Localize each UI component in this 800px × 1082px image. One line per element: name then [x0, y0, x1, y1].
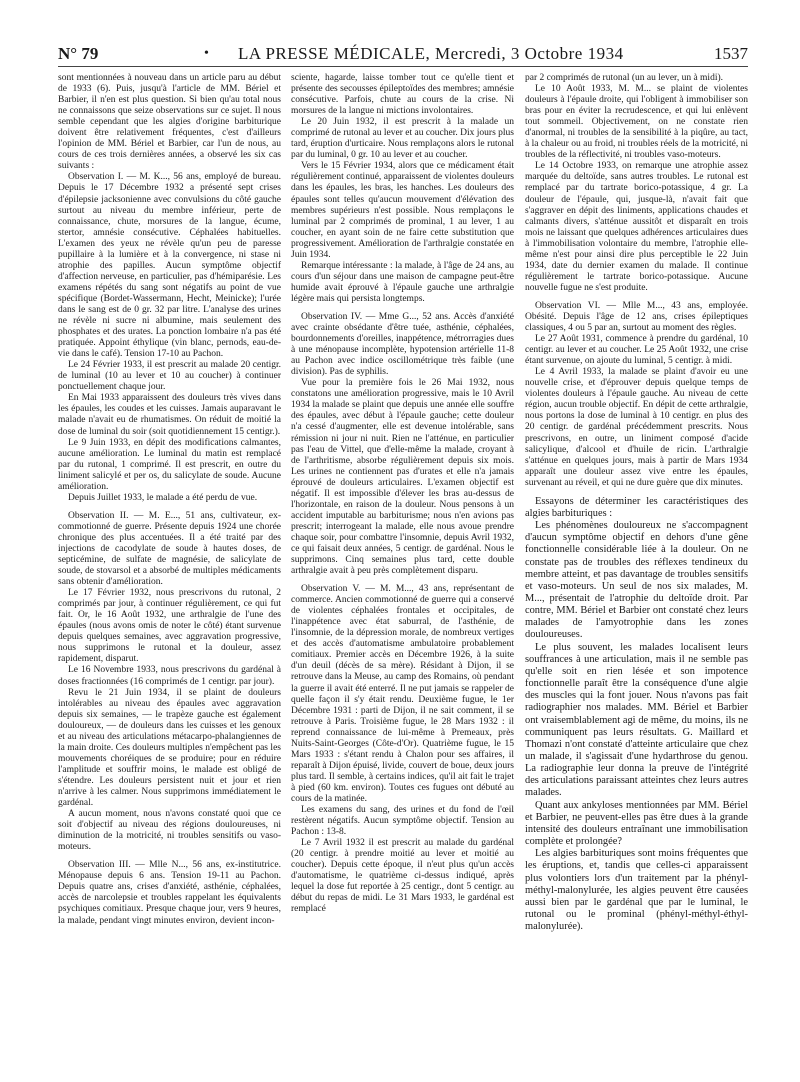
- journal-title: LA PRESSE MÉDICALE, Mercredi, 3 Octobre 1934: [238, 44, 624, 63]
- paragraph: Observation V. — M. M..., 43 ans, représentant de commerce. Ancien commotionné de guerre qui a conservé de violentes céphalées frontales et occipitales, de l'inappétence avec état saburral, de l'asthénie, de l'insomnie, de la dépression morale, de nombreux vertiges et des accès d'automatisme ambulatoire probablement comitiaux. Premier accès en Décembre 1926, à la suite d'un deuil (décès de sa mère). Résidant à Dijon, il se retrouve dans la Meuse, au camp des Romains, où pendant la guerre il avait été enterré. Il ne put jamais se rappeler de quelle façon il s'y était rendu. Deuxième fugue, le 1er Décembre 1931 : parti de Dijon, il ne sait comment, il se retrouve à Paris. Troisième fugue, le 28 Mars 1932 : il reprend connaissance de lui-même à Premeaux, près Nuits-Saint-Georges (Côte-d'Or). Quatrième fugue, le 15 Mars 1933 : s'étant rendu à Chalon pour ses affaires, il reparaît à Dijon épuisé, livide, couvert de boue, deux jours plus tard. Il semble, à certains indices, qu'il ait fait le trajet à pied (60 km. environ). Toutes ces fugues ont débuté au cours de la matinée.: [291, 584, 514, 804]
- paragraph: Essayons de déterminer les caractéristiques des algies barbituriques :: [525, 495, 748, 519]
- paragraph: Les algies barbituriques sont moins fréquentes que les éruptions, et, tandis que celles-ci apparaissent plus volontiers lors d'un traitement par la phényl-méthyl-malonylurée, les algies peuvent être causées aussi bien par le gardénal que par le luminal, le rutonal ou le prominal (phényl-méthyl-éthyl-malonylurée).: [525, 848, 748, 933]
- paragraph: Le 9 Juin 1933, en dépit des modifications calmantes, aucune amélioration. Le luminal du matin est remplacé par du rutonal, 1 comprimé. Il est prescrit, en outre du liniment salicylé et per os, du salicylate de soude. Aucune amélioration.: [58, 437, 281, 492]
- paragraph: Le 20 Juin 1932, il est prescrit à la malade un comprimé de rutonal au lever et au coucher. Dix jours plus tard, éruption d'urticaire. Nous remplaçons alors le rutonal par du luminal, 0 gr. 10 au lever et au coucher.: [291, 117, 514, 161]
- paragraph: Vers le 15 Février 1934, alors que ce médicament était régulièrement continué, apparaissent de violentes douleurs dans les épaules, les bras, les hanches. Les douleurs des épaules sont telles qu'aucun mouvement d'élévation des membres supérieurs n'est possible. Nous remplaçons le luminal par 2 comprimés de prominal, 1 au lever, 1 au coucher, en ayant soin de ne faire cette substitution que progressivement. Amélioration de l'arthralgie constatée en Juin 1934.: [291, 161, 514, 260]
- paragraph: Le 17 Février 1932, nous prescrivons du rutonal, 2 comprimés par jour, à continuer régulièrement, ce qui fut fait. Or, le 16 Août 1932, une arthralgie de l'une des épaules (nous avons omis de noter le côté) étant survenue depuis quelques semaines, avec aggravation progressive, nous supprimons le rutonal et la douleur, assez rapidement, disparut.: [58, 588, 281, 665]
- paragraph: sciente, hagarde, laisse tomber tout ce qu'elle tient et présente des secousses épileptoïdes des membres; amnésie consécutive. Parfois, chute au cours de la crise. Ni morsures de la langue ni mictions involontaires.: [291, 73, 514, 117]
- issue-number: N° 79: [58, 44, 99, 63]
- header-ornament: •: [204, 46, 209, 61]
- paragraph: Les examens du sang, des urines et du fond de l'œil restèrent négatifs. Aucun symptôme objectif. Tension au Pachon : 13-8.: [291, 805, 514, 838]
- paragraph: Observation III. — Mlle N..., 56 ans, ex-institutrice. Ménopause depuis 6 ans. Tension 19-11 au Pachon. Depuis quatre ans, crises d'anxiété, asthénie, céphalées, accès de narcolepsie et troubles rappelant les équivalents psychiques comitiaux. Presque chaque jour, vers 9 heures, la malade, pendant vingt minutes environ, devient incon-: [58, 860, 281, 926]
- paragraph: par 2 comprimés de rutonal (un au lever, un à midi).: [525, 73, 724, 83]
- paragraph: Depuis Juillet 1933, le malade a été perdu de vue.: [68, 492, 258, 503]
- paragraph: Les phénomènes douloureux ne s'accompagnent d'aucun symptôme objectif en dehors d'une gêne fonctionnelle considérable liée à la douleur. On ne constate pas de troubles des réflexes tendineux du membre atteint, et pas davantage de troubles sensitifs et vaso-moteurs. Un seul de nos six malades, M. M..., présentait de l'atrophie du deltoïde droit. Par contre, MM. Bériel et Barbier ont constaté chez leurs malades de l'amyotrophie dans les zones douloureuses.: [525, 520, 748, 641]
- header-rule: [58, 66, 748, 67]
- paragraph: Le 24 Février 1933, il est prescrit au malade 20 centigr. de luminal (10 au lever et 10 au coucher) à continuer ponctuellement chaque jour.: [58, 360, 281, 393]
- paragraph: A aucun moment, nous n'avons constaté quoi que ce soit d'objectif au niveau des régions douloureuses, ni diminution de la motricité, ni troubles sensitifs ou vaso-moteurs.: [58, 809, 281, 853]
- text-column-left: [58, 73, 281, 927]
- paragraph: Le 10 Août 1933, M. M... se plaint de violentes douleurs à l'épaule droite, qui l'obligent à immobiliser son bras pour en éviter la recrudescence, et qui lui enlèvent tout sommeil. Objectivement, on ne constate rien d'anormal, ni troubles de la sensibilité à la piqûre, au tact, à la chaleur ou au froid, ni troubles réels de la motricité, ni troubles de la réflectivité, ni troubles vaso-moteurs.: [525, 84, 748, 161]
- paragraph: Le 27 Août 1931, commence à prendre du gardénal, 10 centigr. au lever et au coucher. Le 25 Août 1932, une crise étant survenue, on ajoute du luminal, 5 centigr. à midi.: [525, 334, 748, 367]
- paragraph: Le 4 Avril 1933, la malade se plaint d'avoir eu une nouvelle crise, et d'éprouver depuis quelque temps de violentes douleurs à l'épaule gauche. Au niveau de cette région, aucun trouble objectif. En dépit de cette arthralgie, nous portons la dose de luminal à 10 centigr. en plus des 20 centigr. de gardénal précédemment prescrits. Nous prescrivons, en outre, un liniment composé d'acide salicylique, d'alcool et d'huile de ricin. L'arthralgie s'atténue en quelques jours, mais à partir de Mars 1934 apparaît une douleur assez vive entre les épaules, survenant au réveil, et qui ne dure guère que dix minutes.: [525, 367, 748, 488]
- text-column-middle: [291, 73, 514, 916]
- paragraph: En Mai 1933 apparaissent des douleurs très vives dans les épaules, les coudes et les cuisses. Jamais auparavant le malade n'avait eu de rhumatismes. On réduit de moitié la dose de luminal du soir (soit quotidiennement 15 centigr.).: [58, 393, 281, 437]
- text-column-right: [525, 73, 748, 933]
- paragraph: Le 16 Novembre 1933, nous prescrivons du gardénal à doses fractionnées (16 comprimés de 1 centigr. par jour).: [58, 665, 281, 687]
- paragraph: sont mentionnées à nouveau dans un article paru au début de 1933 (6). Puis, jusqu'à l'article de MM. Bériel et Barbier, il n'en est plus question. Si bien qu'au total nous ne connaissons que seize observations sur ce sujet. Il nous semble cependant que les algies d'origine barbiturique doivent être relativement fréquentes, c'est d'ailleurs l'opinion de MM. Bériel et Barbier, car l'un de nous, au cours de ces trois dernières années, a observé les six cas suivants :: [58, 73, 281, 172]
- paragraph: Quant aux ankyloses mentionnées par MM. Bériel et Barbier, ne peuvent-elles pas être dues à la grande intensité des douleurs entraînant une immobilisation complète et prolongée?: [525, 799, 748, 848]
- paragraph: Revu le 21 Juin 1934, il se plaint de douleurs intolérables au niveau des épaules avec aggravation depuis six semaines, — le trapèze gauche est également douloureux, — de douleurs dans les cuisses et les genoux et au niveau des articulations métacarpo-phalangiennes de la main droite. Ces douleurs multiples n'empêchent pas les mouvements choréiques de se produire; pour en réduire l'amplitude et souffrir moins, le malade est obligé de s'étendre. Les douleurs persistent nuit et jour et rien n'arrive à les calmer. Nous supprimons immédiatement le gardénal.: [58, 687, 281, 809]
- page-number: 1537: [714, 44, 748, 63]
- paragraph: Le plus souvent, les malades localisent leurs souffrances à une articulation, mais il ne semble pas qu'elle soit en rien lésée et son impotence fonctionnelle paraît être la conséquence d'une algie des muscles qui la font jouer. Nous n'avons pas fait radiographier nos malades. MM. Bériel et Barbier ont vraisemblablement agi de même, du moins, ils ne communiquent pas leurs résultats. G. Maillard et Thomazi n'ont constaté d'atteinte articulaire que chez un malade, il s'agissait d'une hydarthrose du genou. La radiographie leur donna la preuve de l'intégrité des articulations paraissant atteintes chez leurs autres malades.: [525, 641, 748, 799]
- paragraph: Remarque intéressante : la malade, à l'âge de 24 ans, au cours d'un séjour dans une maison de campagne peut-être humide avait éprouvé à l'épaule gauche une arthralgie légère mais qui persista longtemps.: [291, 260, 514, 304]
- paragraph: Observation II. — M. E..., 51 ans, cultivateur, ex-commotionné de guerre. Présente depuis 1924 une chorée chronique des plus accentuées. Il a été traité par des injections de cacodylate de soude à hautes doses, de septicémine, de sulfate de magnésie, de salicylate de soude, de stovarsol et a absorbé de multiples médicaments sans obtenir d'amélioration.: [58, 510, 281, 588]
- paragraph: Vue pour la première fois le 26 Mai 1932, nous constatons une amélioration progressive, mais le 10 Avril 1934 la malade se plaint que depuis une année elle souffre des épaules, avec début à l'épaule gauche; cette douleur n'a cessé d'augmenter, elle est devenue intolérable, sans rémission ni jour ni nuit. Rien ne l'atténue, en particulier pas l'eau de Vittel, que d'elle-même la malade, croyant à de l'arthritisme, absorbe régulièrement depuis six mois. Les urines ne contiennent pas d'urates et elle n'a jamais éprouvé de douleurs articulaires. L'examen objectif est négatif. Il est impossible d'élever les bras au-dessus de l'horizontale, en raison de la douleur. Nous pensons à un accident imputable au barbiturisme; nous n'en avions pas prescrit; interrogeant la malade, elle nous avoue prendre chaque soir, pour combattre l'insomnie, depuis Avril 1932, ce qui faisait deux années, 5 centigr. de gardénal. Nous le supprimons. Cinq semaines plus tard, cette double arthralgie avait à peu près complètement disparu.: [291, 378, 514, 577]
- paragraph: Observation I. — M. K..., 56 ans, employé de bureau. Depuis le 17 Décembre 1932 a présenté sept crises d'épilepsie jacksonienne avec convulsions du côté gauche surtout au niveau du membre inférieur, perte de connaissance, chute, morsures de la langue, écume, stertor, amnésie consécutive. Céphalées habituelles. L'examen des yeux ne révèle qu'un peu de paresse pupillaire à la lumière et à la convergence, ni stase ni atrophie des papilles. Aucun symptôme objectif d'affection nerveuse, en particulier, pas d'hémiparésie. Les examens répétés du sang sont négatifs au point de vue spécifique (Bordet-Wassermann, Hecht, Meinicke); l'urée dans le sang est de 0 gr. 32 par litre. L'analyse des urines ne révèle ni sucre ni albumine, mais seulement des phosphates et des urates. La ponction lombaire n'a pas été pratiquée. Appoint éthylique (vin blanc, pernods, eau-de-vie dans le café). Tension 17-10 au Pachon.: [58, 172, 281, 360]
- paragraph: Le 7 Avril 1932 il est prescrit au malade du gardénal (20 centigr. à prendre moitié au lever et moitié au coucher). Depuis cette époque, il n'eut plus qu'un accès d'automatisme, le quatrième ci-dessus indiqué, après lequel la dose fut reportée à 25 centigr., dont 5 centigr. au début du repas de midi. Le 31 Mars 1933, le gardénal est remplacé: [291, 838, 514, 915]
- paragraph: Le 14 Octobre 1933, on remarque une atrophie assez marquée du deltoïde, sans autres troubles. Le rutonal est remplacé par du tartrate borico-potassique, 4 gr. La douleur de l'épaule, qui, jusque-là, n'avait fait que s'aggraver en dépit des liniments, applications chaudes et calmants divers, s'atténue aussitôt et disparaît en trois mois ne laissant que quelques adhérences articulaires dues à l'immobilisation volontaire du membre, l'atrophie elle-même n'est pour ainsi dire plus perceptible le 22 Juin 1934, date du dernier examen du malade. Il continue régulièrement le tartrate borico-potassique. Aucune nouvelle fugue ne s'est produite.: [525, 161, 748, 293]
- page-header: [58, 40, 748, 66]
- paragraph: Observation IV. — Mme G..., 52 ans. Accès d'anxiété avec crainte obsédante d'être tuée, asthénie, céphalées, bourdonnements d'oreilles, inappétence, métrorragies dues à une ménopause incomplète, hypotension artérielle 11-8 au Pachon avec indice oscillométrique très faible (une division). Pas de syphilis.: [291, 311, 514, 378]
- paragraph: Observation VI. — Mlle M..., 43 ans, employée. Obésité. Depuis l'âge de 12 ans, crises épileptiques classiques, 4 ou 5 par an, surtout au moment des règles.: [525, 300, 748, 334]
